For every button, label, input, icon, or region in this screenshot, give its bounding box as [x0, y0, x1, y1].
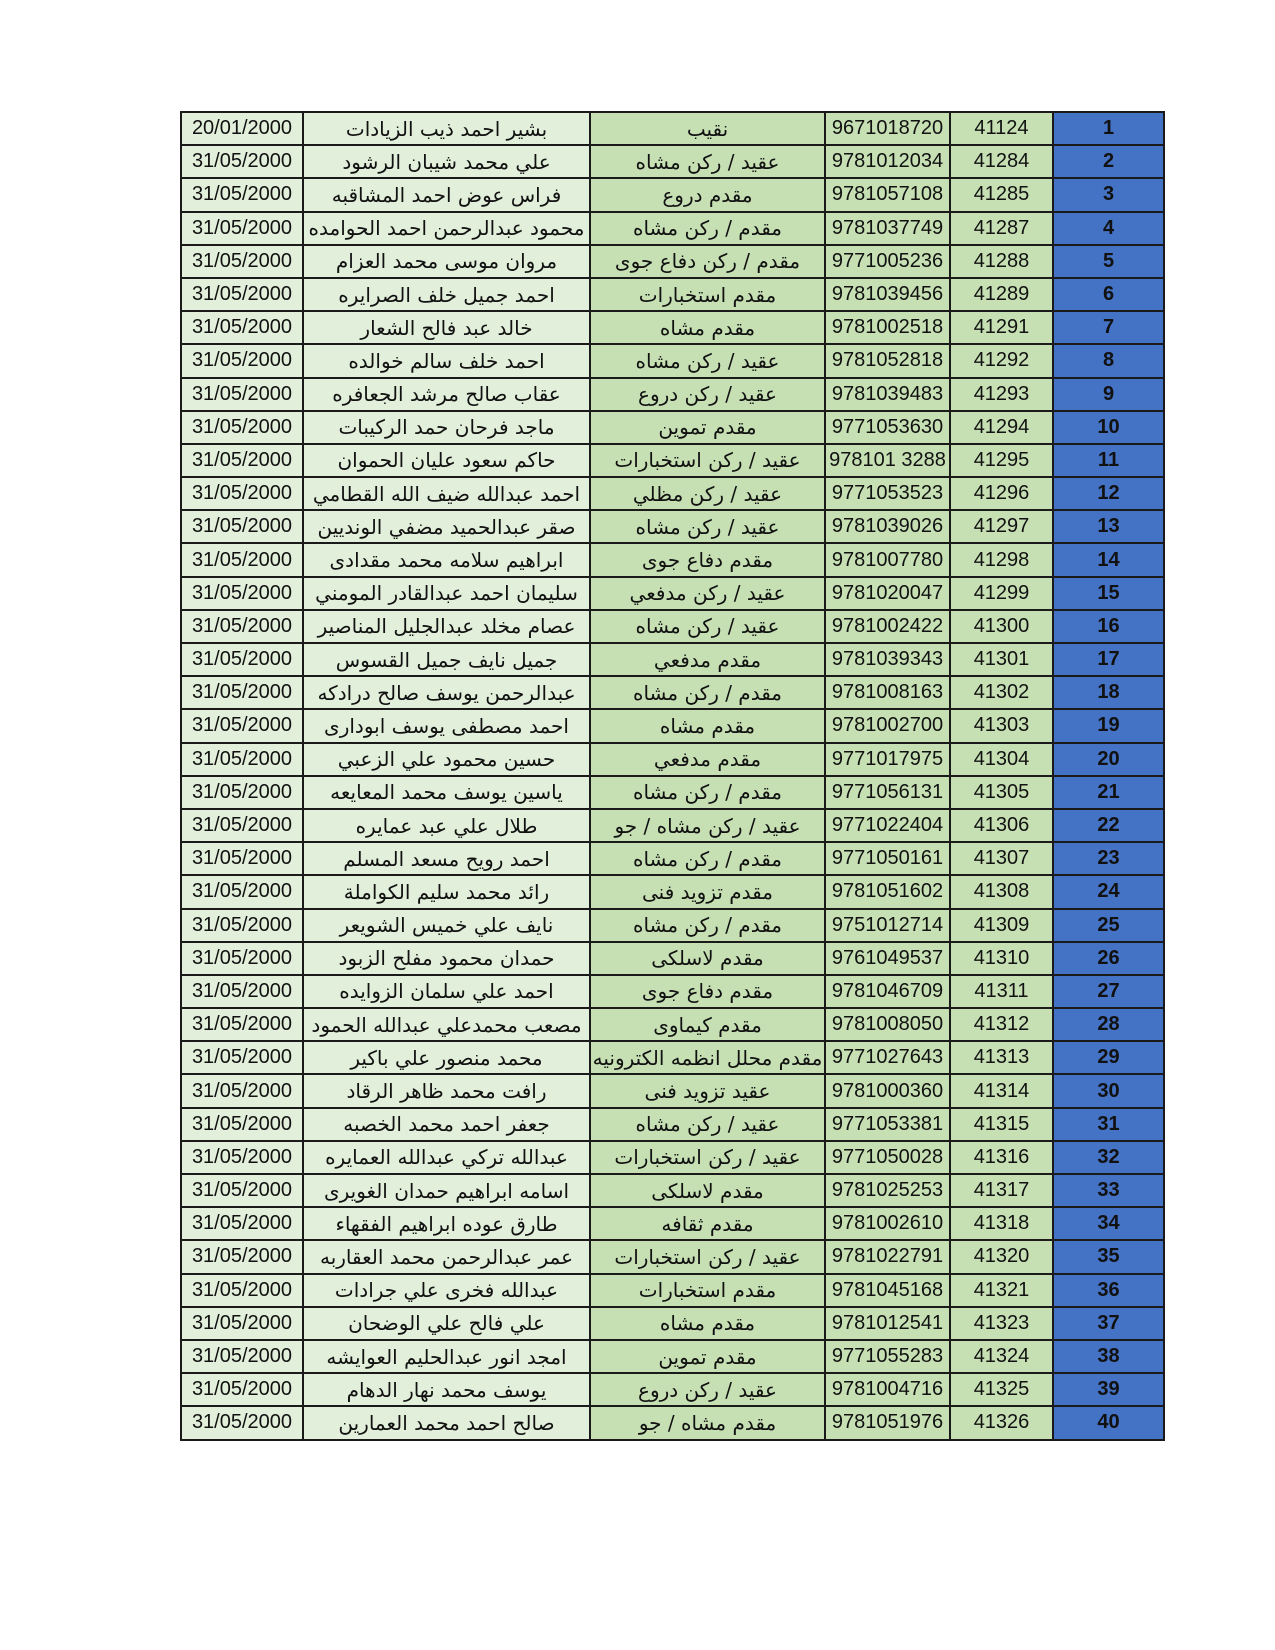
appointment-date-cell: 31/05/2000	[181, 610, 303, 643]
appointment-date-cell: 31/05/2000	[181, 245, 303, 278]
appointment-date-cell: 31/05/2000	[181, 1141, 303, 1174]
appointment-date-cell: 31/05/2000	[181, 1240, 303, 1273]
military-number-cell: 41311	[950, 975, 1053, 1008]
rank-cell: مقدم استخبارات	[590, 278, 825, 311]
appointment-date-cell: 31/05/2000	[181, 145, 303, 178]
military-number-cell: 41293	[950, 378, 1053, 411]
rank-cell: عقيد / ركن مظلي	[590, 477, 825, 510]
officer-name-cell: خالد عبد فالح الشعار	[303, 311, 590, 344]
military-number-cell: 41317	[950, 1174, 1053, 1207]
sequence-number-cell: 33	[1053, 1174, 1164, 1207]
officer-name-cell: محمد منصور علي باكير	[303, 1041, 590, 1074]
military-number-cell: 41310	[950, 942, 1053, 975]
military-number-cell: 41285	[950, 178, 1053, 211]
sequence-number-cell: 29	[1053, 1041, 1164, 1074]
sequence-number-cell: 12	[1053, 477, 1164, 510]
officer-name-cell: احمد رويح مسعد المسلم	[303, 842, 590, 875]
sequence-number-cell: 20	[1053, 743, 1164, 776]
table-row	[181, 909, 1164, 942]
rank-cell: عقيد / ركن مدفعي	[590, 577, 825, 610]
table-row	[181, 1340, 1164, 1373]
military-number-cell: 41284	[950, 145, 1053, 178]
officer-name-cell: ماجد فرحان حمد الركيبات	[303, 411, 590, 444]
rank-cell: مقدم / ركن مشاه	[590, 212, 825, 245]
rank-cell: عقيد / ركن استخبارات	[590, 1141, 825, 1174]
officer-name-cell: عبدالرحمن يوسف صالح درادكه	[303, 676, 590, 709]
military-number-cell: 41299	[950, 577, 1053, 610]
sequence-number-cell: 26	[1053, 942, 1164, 975]
sequence-number-cell: 1	[1053, 112, 1164, 145]
officer-name-cell: سليمان احمد عبدالقادر المومني	[303, 577, 590, 610]
sequence-number-cell: 39	[1053, 1373, 1164, 1406]
officer-name-cell: امجد انور عبدالحليم العوايشه	[303, 1340, 590, 1373]
national-id-cell: 9781008050	[825, 1008, 950, 1041]
national-id-cell: 9781039343	[825, 643, 950, 676]
officer-name-cell: اسامه ابراهيم حمدان الغويرى	[303, 1174, 590, 1207]
military-number-cell: 41325	[950, 1373, 1053, 1406]
sequence-number-cell: 9	[1053, 378, 1164, 411]
national-id-cell: 9781004716	[825, 1373, 950, 1406]
national-id-cell: 9771053630	[825, 411, 950, 444]
officer-name-cell: احمد جميل خلف الصرايره	[303, 278, 590, 311]
table-row	[181, 776, 1164, 809]
officer-name-cell: عبدالله تركي عبدالله العمايره	[303, 1141, 590, 1174]
military-number-cell: 41313	[950, 1041, 1053, 1074]
officer-name-cell: احمد خلف سالم خوالده	[303, 344, 590, 377]
officer-name-cell: احمد مصطفى يوسف ابودارى	[303, 709, 590, 742]
sequence-number-cell: 14	[1053, 543, 1164, 576]
national-id-cell: 9781012541	[825, 1307, 950, 1340]
appointment-date-cell: 31/05/2000	[181, 776, 303, 809]
national-id-cell: 9771050028	[825, 1141, 950, 1174]
national-id-cell: 9671018720	[825, 112, 950, 145]
table-row	[181, 212, 1164, 245]
rank-cell: مقدم مشاه	[590, 1307, 825, 1340]
roster-body	[181, 112, 1164, 1440]
sequence-number-cell: 15	[1053, 577, 1164, 610]
table-row	[181, 145, 1164, 178]
rank-cell: مقدم دفاع جوى	[590, 543, 825, 576]
sequence-number-cell: 27	[1053, 975, 1164, 1008]
officer-name-cell: طارق عوده ابراهيم الفقهاء	[303, 1207, 590, 1240]
appointment-date-cell: 31/05/2000	[181, 1340, 303, 1373]
rank-cell: عقيد / ركن مشاه	[590, 145, 825, 178]
sequence-number-cell: 18	[1053, 676, 1164, 709]
officer-name-cell: ابراهيم سلامه محمد مقدادى	[303, 543, 590, 576]
national-id-cell: 9781046709	[825, 975, 950, 1008]
military-number-cell: 41316	[950, 1141, 1053, 1174]
national-id-cell: 9771055283	[825, 1340, 950, 1373]
rank-cell: مقدم دروع	[590, 178, 825, 211]
national-id-cell: 9771053523	[825, 477, 950, 510]
officer-name-cell: احمد عبدالله ضيف الله القطامي	[303, 477, 590, 510]
sequence-number-cell: 28	[1053, 1008, 1164, 1041]
officer-name-cell: صالح احمد محمد العمارين	[303, 1406, 590, 1439]
sequence-number-cell: 40	[1053, 1406, 1164, 1439]
table-row	[181, 444, 1164, 477]
national-id-cell: 9781008163	[825, 676, 950, 709]
military-number-cell: 41320	[950, 1240, 1053, 1273]
national-id-cell: 9771050161	[825, 842, 950, 875]
table-row	[181, 1373, 1164, 1406]
table-row	[181, 875, 1164, 908]
officer-name-cell: ياسين يوسف محمد المعايعه	[303, 776, 590, 809]
rank-cell: مقدم مدفعي	[590, 643, 825, 676]
national-id-cell: 9781052818	[825, 344, 950, 377]
roster-table	[180, 111, 1165, 1441]
appointment-date-cell: 31/05/2000	[181, 278, 303, 311]
military-number-cell: 41326	[950, 1406, 1053, 1439]
appointment-date-cell: 31/05/2000	[181, 942, 303, 975]
sequence-number-cell: 38	[1053, 1340, 1164, 1373]
military-number-cell: 41315	[950, 1108, 1053, 1141]
table-row	[181, 577, 1164, 610]
table-row	[181, 1041, 1164, 1074]
officer-name-cell: بشير احمد ذيب الزيادات	[303, 112, 590, 145]
rank-cell: مقدم لاسلكى	[590, 1174, 825, 1207]
sequence-number-cell: 35	[1053, 1240, 1164, 1273]
sequence-number-cell: 16	[1053, 610, 1164, 643]
national-id-cell: 9771005236	[825, 245, 950, 278]
table-row	[181, 378, 1164, 411]
officer-name-cell: مصعب محمدعلي عبدالله الحمود	[303, 1008, 590, 1041]
officer-name-cell: يوسف محمد نهار الدهام	[303, 1373, 590, 1406]
appointment-date-cell: 31/05/2000	[181, 1041, 303, 1074]
military-number-cell: 41300	[950, 610, 1053, 643]
military-number-cell: 41318	[950, 1207, 1053, 1240]
table-row	[181, 1174, 1164, 1207]
military-number-cell: 41321	[950, 1274, 1053, 1307]
table-row	[181, 1274, 1164, 1307]
military-number-cell: 41305	[950, 776, 1053, 809]
officer-name-cell: جميل نايف جميل القسوس	[303, 643, 590, 676]
officer-name-cell: حمدان محمود مفلح الزبود	[303, 942, 590, 975]
table-row	[181, 278, 1164, 311]
sequence-number-cell: 19	[1053, 709, 1164, 742]
table-row	[181, 809, 1164, 842]
sequence-number-cell: 7	[1053, 311, 1164, 344]
military-number-cell: 41298	[950, 543, 1053, 576]
rank-cell: عقيد تزويد فنى	[590, 1074, 825, 1107]
appointment-date-cell: 31/05/2000	[181, 1174, 303, 1207]
national-id-cell: 9781039456	[825, 278, 950, 311]
appointment-date-cell: 31/05/2000	[181, 1406, 303, 1439]
sequence-number-cell: 13	[1053, 510, 1164, 543]
sequence-number-cell: 5	[1053, 245, 1164, 278]
rank-cell: مقدم مدفعي	[590, 743, 825, 776]
sequence-number-cell: 6	[1053, 278, 1164, 311]
table-row	[181, 178, 1164, 211]
table-row	[181, 477, 1164, 510]
rank-cell: مقدم مشاه / جو	[590, 1406, 825, 1439]
military-number-cell: 41323	[950, 1307, 1053, 1340]
national-id-cell: 9781000360	[825, 1074, 950, 1107]
rank-cell: مقدم تموين	[590, 1340, 825, 1373]
appointment-date-cell: 31/05/2000	[181, 676, 303, 709]
officer-name-cell: رافت محمد ظاهر الرقاد	[303, 1074, 590, 1107]
appointment-date-cell: 31/05/2000	[181, 875, 303, 908]
table-row	[181, 112, 1164, 145]
officer-name-cell: حاكم سعود عليان الحموان	[303, 444, 590, 477]
table-row	[181, 1141, 1164, 1174]
table-row	[181, 1108, 1164, 1141]
appointment-date-cell: 31/05/2000	[181, 975, 303, 1008]
sequence-number-cell: 10	[1053, 411, 1164, 444]
appointment-date-cell: 31/05/2000	[181, 1373, 303, 1406]
rank-cell: عقيد / ركن دروع	[590, 1373, 825, 1406]
national-id-cell: 9781020047	[825, 577, 950, 610]
rank-cell: عقيد / ركن مشاه / جو	[590, 809, 825, 842]
table-row	[181, 344, 1164, 377]
officer-name-cell: عصام مخلد عبدالجليل المناصير	[303, 610, 590, 643]
military-number-cell: 41292	[950, 344, 1053, 377]
sequence-number-cell: 2	[1053, 145, 1164, 178]
officer-name-cell: طلال علي عبد عمايره	[303, 809, 590, 842]
officer-name-cell: احمد علي سلمان الزوايده	[303, 975, 590, 1008]
rank-cell: مقدم / ركن مشاه	[590, 776, 825, 809]
military-number-cell: 41289	[950, 278, 1053, 311]
appointment-date-cell: 31/05/2000	[181, 909, 303, 942]
national-id-cell: 9771017975	[825, 743, 950, 776]
appointment-date-cell: 31/05/2000	[181, 378, 303, 411]
rank-cell: نقيب	[590, 112, 825, 145]
national-id-cell: 9781039026	[825, 510, 950, 543]
military-number-cell: 41303	[950, 709, 1053, 742]
national-id-cell: 9771056131	[825, 776, 950, 809]
national-id-cell: 9771027643	[825, 1041, 950, 1074]
national-id-cell: 978101 3288	[825, 444, 950, 477]
rank-cell: مقدم ثقافه	[590, 1207, 825, 1240]
table-row	[181, 1008, 1164, 1041]
sequence-number-cell: 32	[1053, 1141, 1164, 1174]
military-number-cell: 41308	[950, 875, 1053, 908]
sequence-number-cell: 22	[1053, 809, 1164, 842]
military-number-cell: 41287	[950, 212, 1053, 245]
appointment-date-cell: 31/05/2000	[181, 1008, 303, 1041]
appointment-date-cell: 31/05/2000	[181, 477, 303, 510]
sequence-number-cell: 21	[1053, 776, 1164, 809]
officer-name-cell: علي فالح علي الوضحان	[303, 1307, 590, 1340]
national-id-cell: 9781037749	[825, 212, 950, 245]
table-row	[181, 643, 1164, 676]
rank-cell: عقيد / ركن مشاه	[590, 610, 825, 643]
table-row	[181, 1406, 1164, 1439]
military-number-cell: 41312	[950, 1008, 1053, 1041]
officer-name-cell: صقر عبدالحميد مضفي الونديين	[303, 510, 590, 543]
sequence-number-cell: 4	[1053, 212, 1164, 245]
table-row	[181, 942, 1164, 975]
rank-cell: عقيد / ركن مشاه	[590, 1108, 825, 1141]
sequence-number-cell: 25	[1053, 909, 1164, 942]
military-number-cell: 41304	[950, 743, 1053, 776]
officer-name-cell: رائد محمد سليم الكواملة	[303, 875, 590, 908]
national-id-cell: 9781002518	[825, 311, 950, 344]
rank-cell: مقدم كيماوى	[590, 1008, 825, 1041]
military-number-cell: 41324	[950, 1340, 1053, 1373]
sequence-number-cell: 24	[1053, 875, 1164, 908]
appointment-date-cell: 31/05/2000	[181, 643, 303, 676]
national-id-cell: 9781045168	[825, 1274, 950, 1307]
sequence-number-cell: 36	[1053, 1274, 1164, 1307]
military-number-cell: 41309	[950, 909, 1053, 942]
sequence-number-cell: 34	[1053, 1207, 1164, 1240]
rank-cell: مقدم مشاه	[590, 311, 825, 344]
military-number-cell: 41291	[950, 311, 1053, 344]
national-id-cell: 9781007780	[825, 543, 950, 576]
military-number-cell: 41307	[950, 842, 1053, 875]
table-row	[181, 311, 1164, 344]
table-row	[181, 610, 1164, 643]
national-id-cell: 9781025253	[825, 1174, 950, 1207]
table-row	[181, 1307, 1164, 1340]
national-id-cell: 9771022404	[825, 809, 950, 842]
appointment-date-cell: 31/05/2000	[181, 1207, 303, 1240]
appointment-date-cell: 31/05/2000	[181, 510, 303, 543]
officer-name-cell: نايف علي خميس الشويعر	[303, 909, 590, 942]
sequence-number-cell: 17	[1053, 643, 1164, 676]
military-number-cell: 41295	[950, 444, 1053, 477]
sequence-number-cell: 30	[1053, 1074, 1164, 1107]
sequence-number-cell: 31	[1053, 1108, 1164, 1141]
rank-cell: مقدم استخبارات	[590, 1274, 825, 1307]
table-row	[181, 543, 1164, 576]
appointment-date-cell: 31/05/2000	[181, 1108, 303, 1141]
military-number-cell: 41288	[950, 245, 1053, 278]
national-id-cell: 9781051602	[825, 875, 950, 908]
appointment-date-cell: 31/05/2000	[181, 709, 303, 742]
national-id-cell: 9771053381	[825, 1108, 950, 1141]
military-number-cell: 41297	[950, 510, 1053, 543]
appointment-date-cell: 31/05/2000	[181, 344, 303, 377]
officer-name-cell: علي محمد شيبان الرشود	[303, 145, 590, 178]
table-row	[181, 411, 1164, 444]
appointment-date-cell: 31/05/2000	[181, 311, 303, 344]
national-id-cell: 9781039483	[825, 378, 950, 411]
table-row	[181, 1240, 1164, 1273]
national-id-cell: 9781002422	[825, 610, 950, 643]
appointment-date-cell: 31/05/2000	[181, 809, 303, 842]
appointment-date-cell: 31/05/2000	[181, 178, 303, 211]
rank-cell: مقدم تزويد فنى	[590, 875, 825, 908]
table-row	[181, 842, 1164, 875]
appointment-date-cell: 31/05/2000	[181, 543, 303, 576]
national-id-cell: 9781002610	[825, 1207, 950, 1240]
national-id-cell: 9781022791	[825, 1240, 950, 1273]
military-number-cell: 41124	[950, 112, 1053, 145]
appointment-date-cell: 31/05/2000	[181, 577, 303, 610]
rank-cell: مقدم / ركن مشاه	[590, 842, 825, 875]
officer-name-cell: فراس عوض احمد المشاقبه	[303, 178, 590, 211]
rank-cell: عقيد / ركن استخبارات	[590, 1240, 825, 1273]
sequence-number-cell: 37	[1053, 1307, 1164, 1340]
military-number-cell: 41301	[950, 643, 1053, 676]
rank-cell: مقدم لاسلكى	[590, 942, 825, 975]
officer-name-cell: عقاب صالح مرشد الجعافره	[303, 378, 590, 411]
appointment-date-cell: 31/05/2000	[181, 212, 303, 245]
rank-cell: مقدم دفاع جوى	[590, 975, 825, 1008]
table-row	[181, 676, 1164, 709]
appointment-date-cell: 31/05/2000	[181, 743, 303, 776]
national-id-cell: 9751012714	[825, 909, 950, 942]
table-row	[181, 709, 1164, 742]
table-row	[181, 1207, 1164, 1240]
military-number-cell: 41294	[950, 411, 1053, 444]
rank-cell: عقيد / ركن مشاه	[590, 510, 825, 543]
appointment-date-cell: 31/05/2000	[181, 411, 303, 444]
officer-name-cell: عمر عبدالرحمن محمد العقاربه	[303, 1240, 590, 1273]
military-number-cell: 41314	[950, 1074, 1053, 1107]
officer-name-cell: حسين محمود علي الزعبي	[303, 743, 590, 776]
officer-name-cell: جعفر احمد محمد الخصبه	[303, 1108, 590, 1141]
military-number-cell: 41306	[950, 809, 1053, 842]
officer-name-cell: مروان موسى محمد العزام	[303, 245, 590, 278]
appointment-date-cell: 31/05/2000	[181, 842, 303, 875]
appointment-date-cell: 31/05/2000	[181, 444, 303, 477]
officer-name-cell: محمود عبدالرحمن احمد الحوامده	[303, 212, 590, 245]
sequence-number-cell: 8	[1053, 344, 1164, 377]
table-row	[181, 245, 1164, 278]
table-row	[181, 510, 1164, 543]
rank-cell: مقدم / ركن مشاه	[590, 909, 825, 942]
rank-cell: عقيد / ركن مشاه	[590, 344, 825, 377]
table-row	[181, 975, 1164, 1008]
military-number-cell: 41302	[950, 676, 1053, 709]
table-row	[181, 743, 1164, 776]
appointment-date-cell: 31/05/2000	[181, 1074, 303, 1107]
national-id-cell: 9781057108	[825, 178, 950, 211]
national-id-cell: 9781012034	[825, 145, 950, 178]
sequence-number-cell: 11	[1053, 444, 1164, 477]
rank-cell: عقيد / ركن استخبارات	[590, 444, 825, 477]
rank-cell: مقدم / ركن دفاع جوى	[590, 245, 825, 278]
appointment-date-cell: 31/05/2000	[181, 1307, 303, 1340]
appointment-date-cell: 31/05/2000	[181, 1274, 303, 1307]
appointment-date-cell: 20/01/2000	[181, 112, 303, 145]
rank-cell: مقدم مشاه	[590, 709, 825, 742]
rank-cell: مقدم / ركن مشاه	[590, 676, 825, 709]
rank-cell: مقدم تموين	[590, 411, 825, 444]
table-row	[181, 1074, 1164, 1107]
rank-cell: عقيد / ركن دروع	[590, 378, 825, 411]
sequence-number-cell: 3	[1053, 178, 1164, 211]
sequence-number-cell: 23	[1053, 842, 1164, 875]
officer-name-cell: عبدالله فخرى علي جرادات	[303, 1274, 590, 1307]
national-id-cell: 9781051976	[825, 1406, 950, 1439]
rank-cell: مقدم محلل انظمه الكترونيه	[590, 1041, 825, 1074]
military-number-cell: 41296	[950, 477, 1053, 510]
national-id-cell: 9781002700	[825, 709, 950, 742]
national-id-cell: 9761049537	[825, 942, 950, 975]
